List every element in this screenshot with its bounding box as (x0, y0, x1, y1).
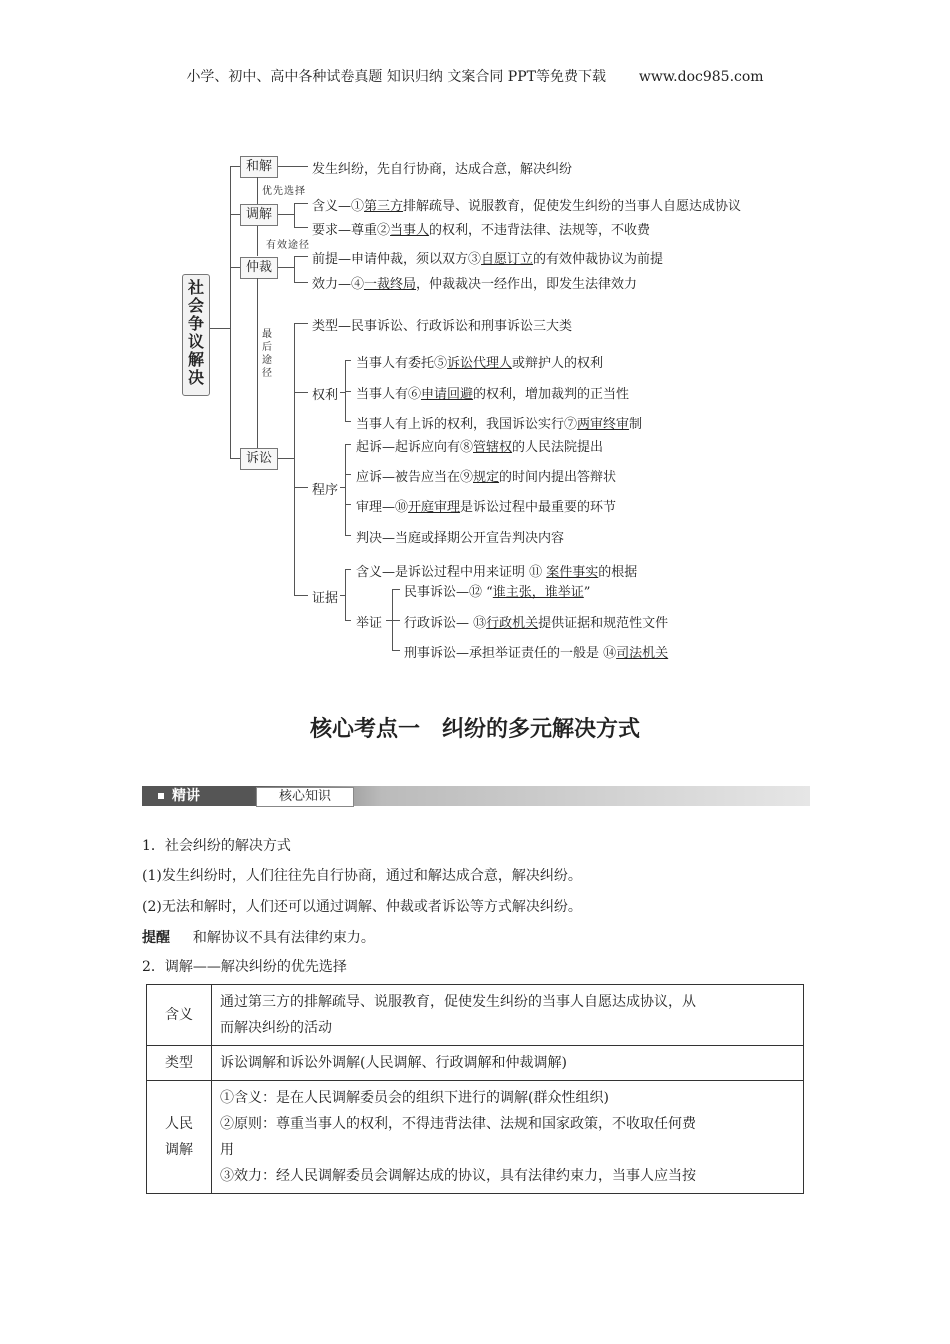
table-row (147, 1046, 804, 1081)
reconcile-line: 发生纠纷，先自行协商，达成合意，解决纠纷 (312, 162, 573, 177)
tip-text: 和解协议不具有法律约束力。 (192, 930, 375, 946)
table-head-cell: 类型 (147, 1046, 212, 1081)
mediation-meaning: 含义—①第三方排解疏导、说服教育，促使发生纠纷的当事人自愿达成协议 (312, 199, 742, 214)
procedure-item: 起诉—起诉应向有⑧管辖权的人民法院提出 (356, 440, 604, 455)
arrow-note-priority: 优先选择 (262, 186, 306, 197)
burden-item: 行政诉讼— ⑬行政机关提供证据和规范性文件 (404, 616, 669, 631)
burden-label: 举证 (356, 616, 383, 631)
arrow-note-last: 最后途径 (262, 329, 273, 379)
section-banner (142, 786, 810, 806)
header-left-text: 小学、初中、高中各种试卷真题 知识归纳 文案合同 PPT等免费下载 (186, 69, 606, 85)
paragraph: (1)发生纠纷时，人们往往先自行协商，通过和解达成合意，解决纠纷。 (142, 868, 582, 884)
rights-item: 当事人有⑥申请回避的权利，增加裁判的正当性 (356, 387, 630, 402)
header-url: www.doc985.com (638, 69, 764, 85)
table-head-cell: 人民 调解 (147, 1081, 212, 1194)
arbitration-premise: 前提—申请仲裁，须以双方③自愿订立的有效仲裁协议为前提 (312, 252, 664, 267)
mediation-requirement: 要求—尊重②当事人的权利，不违背法律、法规等，不收费 (312, 223, 651, 238)
evidence-label: 证据 (312, 591, 339, 606)
procedure-label: 程序 (312, 483, 339, 498)
table-row (147, 985, 804, 1046)
branch-arbitration: 仲裁 (240, 257, 278, 279)
paragraph: (2)无法和解时，人们还可以通过调解、仲裁或者诉讼等方式解决纠纷。 (142, 899, 582, 915)
heading-2: 2．调解——解决纠纷的优先选择 (142, 959, 347, 975)
table-cell: ①含义：是在人民调解委员会的组织下进行的调解(群众性组织) ②原则：尊重当事人的权利，不得违背法律、法规和国家政策，不收取任何费 用 ③效力：经人民调解委员会调解达成的协议，具有法律约束力，当事人应当按 (212, 1081, 804, 1194)
rights-item: 当事人有委托⑤诉讼代理人或辩护人的权利 (356, 356, 604, 371)
table-row (147, 1081, 804, 1194)
banner-label: 精讲 (172, 788, 200, 804)
table-cell: 诉讼调解和诉讼外调解(人民调解、行政调解和仲裁调解) (212, 1046, 804, 1081)
tip (142, 928, 375, 948)
procedure-item: 审理—⑩开庭审理是诉讼过程中最重要的环节 (356, 500, 617, 515)
table-cell: 通过第三方的排解疏导、说服教育，促使发生纠纷的当事人自愿达成协议，从 而解决纠纷的活动 (212, 985, 804, 1046)
burden-item: 刑事诉讼—承担举证责任的一般是 ⑭司法机关 (404, 646, 669, 661)
banner-tab: 核心知识 (256, 787, 354, 807)
table-head-cell: 含义 (147, 985, 212, 1046)
rights-item: 当事人有上诉的权利，我国诉讼实行⑦两审终审制 (356, 417, 643, 432)
section-title: 核心考点一 纠纷的多元解决方式 (309, 717, 640, 742)
tip-label: 提醒 (142, 930, 170, 946)
arrow-note-effective: 有效途径 (266, 240, 310, 251)
rights-label: 权利 (312, 388, 339, 403)
branch-mediation: 调解 (240, 204, 278, 226)
page-header (0, 66, 950, 86)
litigation-type: 类型—民事诉讼、行政诉讼和刑事诉讼三大类 (312, 319, 573, 334)
procedure-item: 应诉—被告应当在⑨规定的时间内提出答辩状 (356, 470, 617, 485)
evidence-meaning: 含义—是诉讼过程中用来证明 ⑪ 案件事实的根据 (356, 565, 638, 580)
burden-item: 民事诉讼—⑫ “谁主张，谁举证” (404, 585, 591, 600)
mindmap-root: 社会争议解决 (182, 274, 210, 396)
mediation-table (146, 984, 804, 1194)
branch-litigation: 诉讼 (240, 448, 278, 470)
heading-1: 1．社会纠纷的解决方式 (142, 838, 291, 854)
procedure-item: 判决—当庭或择期公开宣告判决内容 (356, 531, 565, 546)
arbitration-effect: 效力—④一裁终局，仲裁裁决一经作出，即发生法律效力 (312, 277, 638, 292)
branch-mediation-reconcile: 和解 (240, 156, 278, 178)
